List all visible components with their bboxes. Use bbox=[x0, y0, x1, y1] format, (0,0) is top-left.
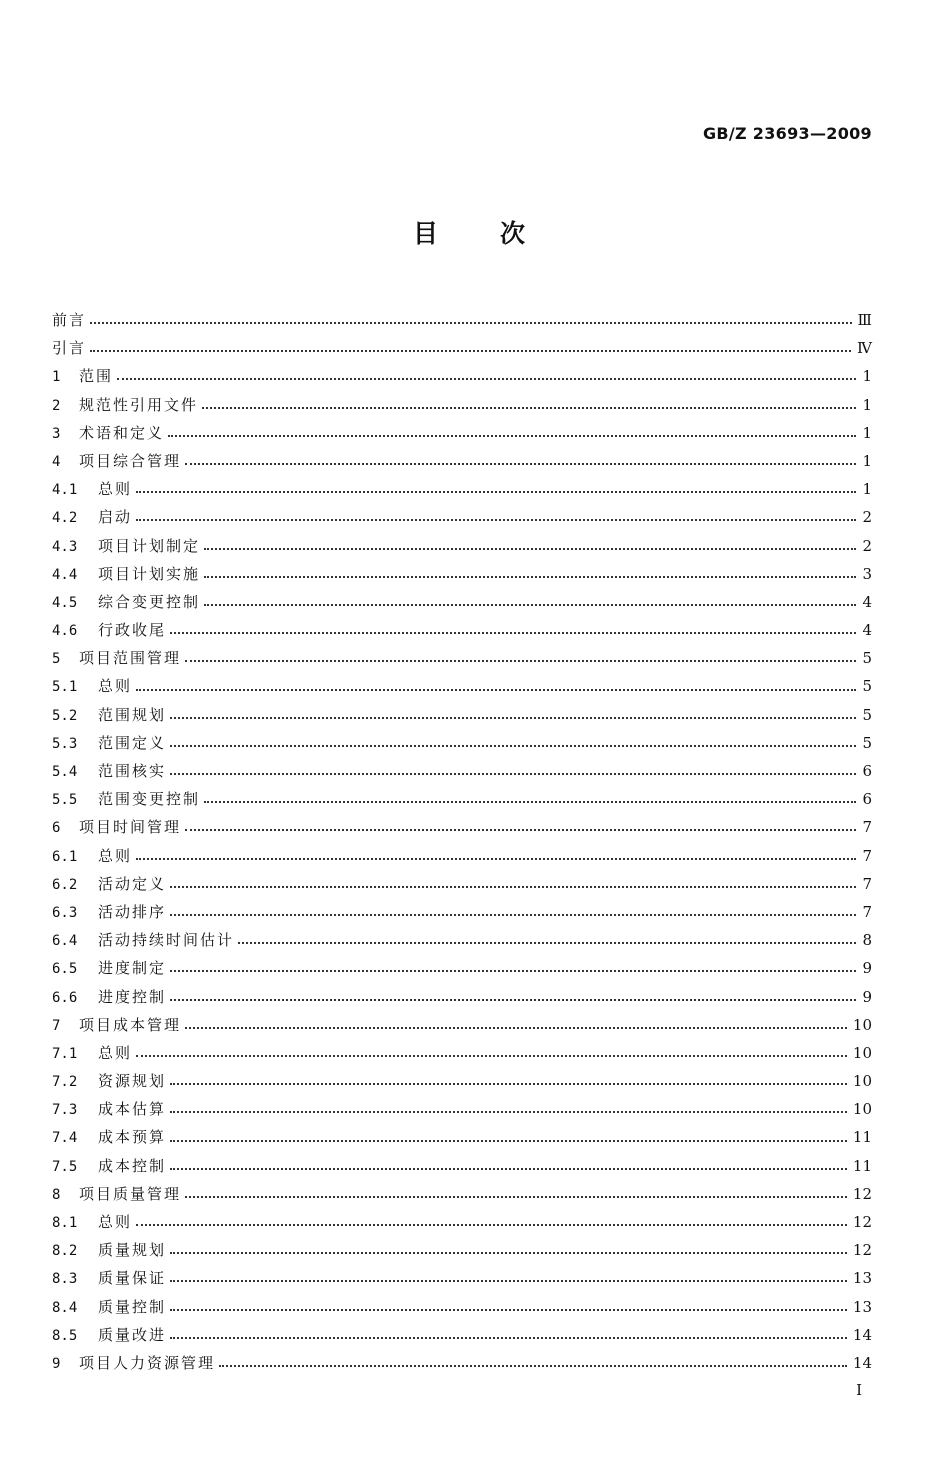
dot-leader bbox=[185, 658, 856, 662]
dot-leader bbox=[185, 827, 856, 831]
toc-entry[interactable] bbox=[52, 729, 872, 757]
toc-entry[interactable] bbox=[52, 1011, 872, 1039]
dot-leader bbox=[170, 968, 856, 972]
table-of-contents bbox=[52, 306, 872, 1377]
toc-entry-title: 质量控制 bbox=[98, 1297, 167, 1316]
dot-leader bbox=[204, 602, 856, 606]
toc-entry-number: 5.1 bbox=[52, 679, 78, 696]
toc-entry[interactable] bbox=[52, 1095, 872, 1123]
dot-leader bbox=[204, 799, 856, 803]
dot-leader bbox=[136, 856, 856, 860]
toc-entry-number: 5.2 bbox=[52, 707, 78, 724]
toc-entry[interactable] bbox=[52, 757, 872, 785]
toc-entry-number: 7.5 bbox=[52, 1158, 78, 1175]
dot-leader bbox=[170, 743, 856, 747]
toc-entry-page: 7 bbox=[862, 874, 872, 893]
toc-entry-page: 10 bbox=[852, 1015, 872, 1034]
toc-entry-page: 2 bbox=[862, 536, 872, 555]
dot-leader bbox=[238, 940, 856, 944]
toc-entry-page: 12 bbox=[852, 1241, 872, 1260]
toc-entry[interactable] bbox=[52, 898, 872, 926]
dot-leader bbox=[170, 997, 856, 1001]
dot-leader bbox=[170, 1278, 847, 1282]
dot-leader bbox=[136, 1053, 847, 1057]
toc-entry-number: 6.4 bbox=[52, 933, 78, 950]
dot-leader bbox=[168, 433, 856, 437]
toc-entry[interactable] bbox=[52, 1208, 872, 1236]
toc-entry-page: 1 bbox=[862, 480, 872, 499]
toc-entry[interactable] bbox=[52, 1321, 872, 1349]
toc-entry-page: 11 bbox=[852, 1156, 872, 1175]
toc-entry[interactable] bbox=[52, 1293, 872, 1321]
dot-leader bbox=[185, 1194, 847, 1198]
toc-entry[interactable] bbox=[52, 616, 872, 644]
dot-leader bbox=[170, 630, 856, 634]
dot-leader bbox=[204, 546, 856, 550]
dot-leader bbox=[170, 771, 856, 775]
toc-entry-title: 质量规划 bbox=[98, 1241, 167, 1260]
dot-leader bbox=[136, 687, 856, 691]
toc-entry-number: 4.3 bbox=[52, 538, 78, 555]
toc-entry-page: 4 bbox=[862, 621, 872, 640]
toc-entry-title: 项目人力资源管理 bbox=[79, 1353, 216, 1372]
toc-entry[interactable] bbox=[52, 1067, 872, 1095]
toc-entry-page: 7 bbox=[862, 818, 872, 837]
toc-entry-page: 10 bbox=[852, 1100, 872, 1119]
toc-entry-page: 4 bbox=[862, 592, 872, 611]
toc-entry[interactable] bbox=[52, 1180, 872, 1208]
dot-leader bbox=[170, 1138, 847, 1142]
toc-entry[interactable] bbox=[52, 926, 872, 954]
toc-entry-number: 6.1 bbox=[52, 848, 78, 865]
dot-leader bbox=[202, 405, 856, 409]
toc-entry-title: 活动定义 bbox=[98, 874, 167, 893]
toc-entry-page: 5 bbox=[862, 733, 872, 752]
toc-entry-number: 8.4 bbox=[52, 1299, 78, 1316]
toc-entry-page: 12 bbox=[852, 1213, 872, 1231]
toc-entry[interactable] bbox=[52, 1039, 872, 1067]
toc-entry[interactable] bbox=[52, 1236, 872, 1264]
toc-entry-title: 成本控制 bbox=[98, 1156, 167, 1175]
toc-entry-title: 前言 bbox=[52, 311, 87, 329]
toc-entry-page: 2 bbox=[862, 508, 872, 527]
toc-entry-page: Ⅳ bbox=[857, 339, 872, 358]
toc-entry-page: 9 bbox=[862, 959, 872, 978]
toc-entry-title: 进度控制 bbox=[98, 987, 167, 1006]
toc-entry-page: 14 bbox=[852, 1353, 872, 1372]
toc-entry-page: 14 bbox=[852, 1325, 872, 1344]
toc-entry[interactable] bbox=[52, 475, 872, 503]
toc-entry-title: 项目成本管理 bbox=[79, 1015, 182, 1034]
dot-leader bbox=[185, 461, 856, 465]
toc-entry-page: Ⅲ bbox=[857, 311, 872, 329]
dot-leader bbox=[117, 376, 856, 380]
toc-entry-title: 成本估算 bbox=[98, 1100, 167, 1119]
toc-entry-number: 3 bbox=[52, 425, 61, 442]
toc-entry-number: 7.4 bbox=[52, 1130, 78, 1147]
toc-entry-page: 9 bbox=[862, 987, 872, 1006]
toc-entry-title: 范围核实 bbox=[98, 762, 167, 780]
toc-entry[interactable] bbox=[52, 954, 872, 982]
toc-entry-number: 6 bbox=[52, 820, 61, 837]
toc-entry[interactable] bbox=[52, 503, 872, 531]
toc-entry-number: 4 bbox=[52, 453, 61, 470]
toc-entry-number: 9 bbox=[52, 1355, 61, 1372]
dot-leader bbox=[136, 489, 856, 493]
toc-entry-number: 4.5 bbox=[52, 594, 78, 611]
toc-entry-title: 项目计划实施 bbox=[98, 564, 201, 583]
dot-leader bbox=[90, 320, 852, 324]
toc-entry-title: 项目质量管理 bbox=[79, 1184, 182, 1203]
toc-entry-number: 5.4 bbox=[52, 764, 78, 780]
dot-leader bbox=[136, 1222, 847, 1226]
toc-entry[interactable] bbox=[52, 306, 872, 334]
toc-entry-number: 6.5 bbox=[52, 961, 78, 978]
toc-entry[interactable] bbox=[52, 1264, 872, 1292]
toc-entry-title: 范围定义 bbox=[98, 733, 167, 752]
toc-entry-number: 5.5 bbox=[52, 792, 78, 809]
toc-entry-number: 7.1 bbox=[52, 1045, 78, 1062]
dot-leader bbox=[170, 1335, 847, 1339]
toc-entry[interactable] bbox=[52, 870, 872, 898]
toc-entry[interactable] bbox=[52, 419, 872, 447]
dot-leader bbox=[170, 1166, 847, 1170]
toc-entry-number: 4.2 bbox=[52, 510, 78, 527]
toc-entry[interactable] bbox=[52, 1123, 872, 1151]
toc-entry-number: 4.1 bbox=[52, 482, 78, 499]
toc-entry[interactable] bbox=[52, 1152, 872, 1180]
toc-entry-page: 6 bbox=[862, 790, 872, 809]
dot-leader bbox=[136, 517, 856, 521]
toc-entry-title: 项目计划制定 bbox=[98, 536, 201, 555]
toc-entry-number: 8 bbox=[52, 1186, 61, 1203]
toc-entry-title: 活动排序 bbox=[98, 902, 167, 921]
toc-entry-title: 范围 bbox=[79, 367, 114, 386]
toc-entry-number: 6.2 bbox=[52, 876, 78, 893]
toc-entry-number: 7.3 bbox=[52, 1102, 78, 1119]
toc-entry[interactable] bbox=[52, 588, 872, 616]
toc-entry-title: 总则 bbox=[98, 846, 133, 865]
toc-entry-page: 11 bbox=[852, 1128, 872, 1147]
toc-entry-title: 启动 bbox=[98, 508, 133, 527]
toc-entry-title: 规范性引用文件 bbox=[79, 395, 199, 414]
toc-entry-title: 进度制定 bbox=[98, 959, 167, 978]
toc-entry[interactable] bbox=[52, 447, 872, 475]
toc-entry-title: 质量保证 bbox=[98, 1269, 167, 1288]
toc-entry-number: 5.3 bbox=[52, 735, 78, 752]
toc-entry-page: 7 bbox=[862, 902, 872, 921]
toc-entry[interactable] bbox=[52, 813, 872, 841]
toc-entry-page: 13 bbox=[852, 1297, 872, 1316]
toc-entry[interactable] bbox=[52, 785, 872, 813]
toc-entry[interactable] bbox=[52, 983, 872, 1011]
page-title: 目次 bbox=[412, 219, 587, 248]
toc-entry-title: 活动持续时间估计 bbox=[98, 931, 235, 950]
toc-entry-title: 总则 bbox=[98, 480, 133, 499]
toc-entry-number: 1 bbox=[52, 369, 61, 386]
toc-entry-title: 成本预算 bbox=[98, 1128, 167, 1147]
toc-entry[interactable] bbox=[52, 644, 872, 672]
toc-entry-title: 综合变更控制 bbox=[98, 592, 201, 611]
toc-entry-number: 4.4 bbox=[52, 566, 78, 583]
toc-entry-title: 项目时间管理 bbox=[79, 818, 182, 837]
toc-entry-title: 总则 bbox=[98, 677, 133, 696]
toc-entry[interactable] bbox=[52, 701, 872, 729]
toc-entry-number: 8.3 bbox=[52, 1271, 78, 1288]
toc-entry[interactable] bbox=[52, 672, 872, 700]
toc-entry-page: 7 bbox=[862, 846, 872, 865]
toc-entry-page: 5 bbox=[862, 705, 872, 724]
toc-entry-title: 项目范围管理 bbox=[79, 649, 182, 668]
dot-leader bbox=[170, 912, 856, 916]
standard-code: GB/Z 23693—2009 bbox=[702, 124, 872, 143]
toc-entry[interactable] bbox=[52, 391, 872, 419]
toc-entry-page: 3 bbox=[862, 564, 872, 583]
toc-entry-page: 1 bbox=[862, 451, 872, 470]
toc-entry[interactable] bbox=[52, 334, 872, 362]
dot-leader bbox=[170, 1081, 847, 1085]
toc-entry[interactable] bbox=[52, 532, 872, 560]
toc-entry[interactable] bbox=[52, 362, 872, 390]
toc-entry-number: 6.6 bbox=[52, 989, 78, 1006]
toc-entry[interactable] bbox=[52, 560, 872, 588]
toc-entry-title: 资源规划 bbox=[98, 1072, 167, 1091]
toc-entry-number: 7.2 bbox=[52, 1074, 78, 1091]
toc-entry-page: 6 bbox=[862, 762, 872, 780]
toc-entry-page: 1 bbox=[862, 395, 872, 414]
toc-entry-page: 1 bbox=[862, 423, 872, 442]
toc-entry-title: 范围变更控制 bbox=[98, 790, 201, 809]
dot-leader bbox=[90, 348, 851, 352]
toc-entry-title: 项目综合管理 bbox=[79, 451, 182, 470]
toc-entry-page: 10 bbox=[852, 1072, 872, 1091]
dot-leader bbox=[170, 1250, 847, 1254]
page-number: I bbox=[856, 1381, 862, 1399]
toc-entry-page: 1 bbox=[862, 367, 872, 386]
dot-leader bbox=[170, 1109, 847, 1113]
toc-entry-page: 8 bbox=[862, 931, 872, 950]
toc-entry[interactable] bbox=[52, 1349, 872, 1377]
toc-entry-number: 8.1 bbox=[52, 1215, 78, 1231]
toc-entry-title: 引言 bbox=[52, 339, 87, 358]
toc-entry-number: 6.3 bbox=[52, 904, 78, 921]
dot-leader bbox=[170, 884, 856, 888]
dot-leader bbox=[170, 715, 856, 719]
toc-entry-number: 5 bbox=[52, 651, 61, 668]
toc-entry-number: 7 bbox=[52, 1017, 61, 1034]
dot-leader bbox=[185, 1025, 847, 1029]
toc-entry-page: 10 bbox=[852, 1043, 872, 1062]
dot-leader bbox=[219, 1363, 847, 1367]
toc-entry-title: 行政收尾 bbox=[98, 621, 167, 640]
toc-entry-page: 12 bbox=[852, 1184, 872, 1203]
toc-entry-title: 术语和定义 bbox=[79, 423, 165, 442]
toc-entry-title: 质量改进 bbox=[98, 1325, 167, 1344]
toc-entry-title: 总则 bbox=[98, 1213, 133, 1231]
toc-entry-page: 13 bbox=[852, 1269, 872, 1288]
toc-entry-number: 8.2 bbox=[52, 1243, 78, 1260]
toc-entry-page: 5 bbox=[862, 649, 872, 668]
toc-entry-number: 2 bbox=[52, 397, 61, 414]
toc-entry[interactable] bbox=[52, 842, 872, 870]
toc-entry-title: 范围规划 bbox=[98, 705, 167, 724]
toc-entry-number: 4.6 bbox=[52, 623, 78, 640]
dot-leader bbox=[170, 1307, 847, 1311]
toc-entry-title: 总则 bbox=[98, 1043, 133, 1062]
toc-entry-page: 5 bbox=[862, 677, 872, 696]
dot-leader bbox=[204, 574, 856, 578]
toc-entry-number: 8.5 bbox=[52, 1327, 78, 1344]
